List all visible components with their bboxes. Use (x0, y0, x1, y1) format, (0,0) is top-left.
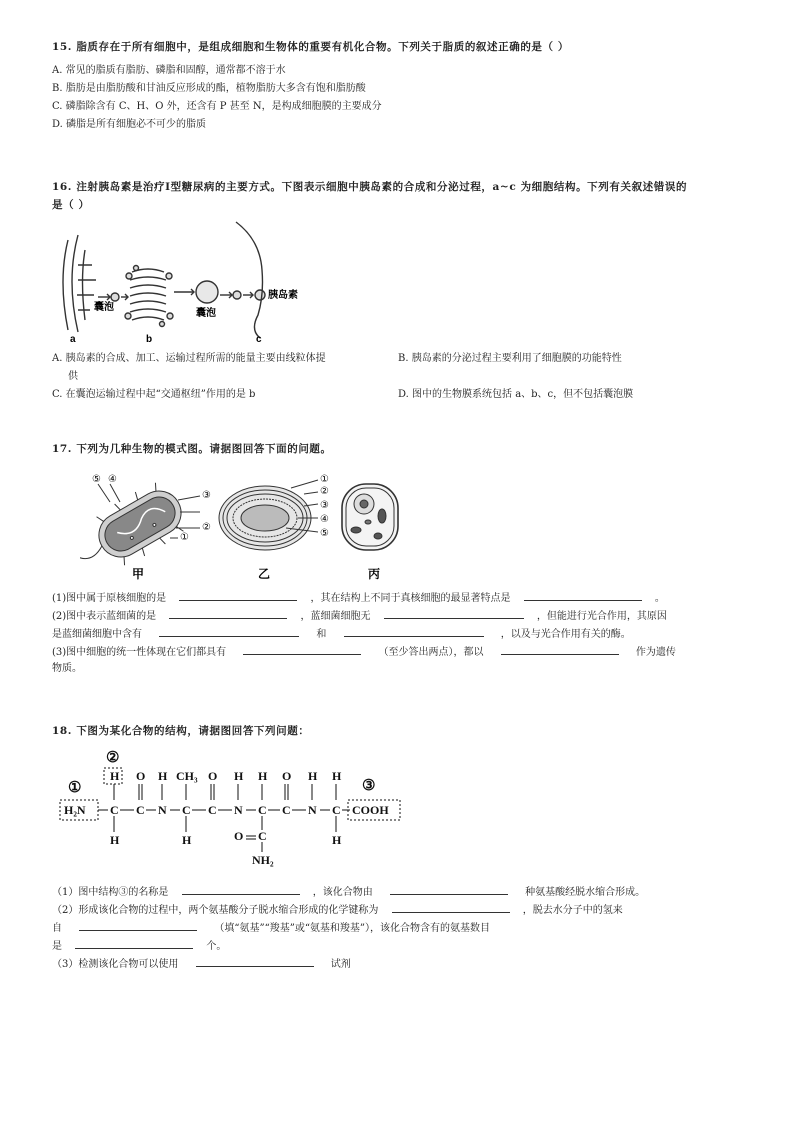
cell-models-diagram (80, 466, 420, 586)
name-yi: 乙 (258, 567, 271, 581)
struct-main-c5: C (258, 803, 267, 817)
q18-sub1 (52, 882, 752, 902)
q17-s1-text-c: 。 (654, 593, 665, 604)
struct-top-o1: O (136, 769, 146, 783)
struct-main-c6: C (282, 803, 291, 817)
struct-top-h5: H (308, 769, 318, 783)
q18-sub2-cont2 (52, 936, 752, 956)
q17-sub1 (52, 588, 752, 608)
label-vesicle-2: 囊泡 (196, 308, 216, 319)
q17-s2-text-a: (2)图中表示蓝细菌的是 (52, 611, 157, 622)
peptide-structure-diagram (56, 746, 416, 870)
question-15 (52, 38, 752, 134)
q16-option-b: B. 胰岛素的分泌过程主要利用了细胞膜的功能特性 (398, 353, 622, 364)
label-a: a (70, 334, 76, 345)
jia-num-1: ① (180, 532, 189, 543)
struct-bot-h4: H (332, 833, 342, 847)
q17-s1-text-a: (1)图中属于原核细胞的是 (52, 593, 167, 604)
struct-circle-3: ③ (362, 778, 376, 794)
q16-option-d: D. 图中的生物膜系统包括 a、b、c，但不包括囊泡膜 (398, 389, 634, 400)
struct-top-h2: H (158, 769, 168, 783)
struct-main-c3: C (182, 803, 191, 817)
q18-blank-1[interactable] (182, 882, 300, 895)
struct-bot-nh2: NH₂ (252, 853, 274, 867)
q15-option-b: B. 脂肪是由脂肪酸和甘油反应形成的酯，植物脂肪大多含有饱和脂肪酸 (52, 83, 366, 94)
q18-sub2-cont (52, 918, 752, 938)
struct-top-o3: O (282, 769, 292, 783)
q17-title: 17. 下列为几种生物的模式图。请据图回答下面的问题。 (52, 443, 332, 455)
q18-s2-text-a: （2）形成该化合物的过程中，两个氨基酸分子脱水缩合形成的化学键称为 (52, 905, 379, 916)
struct-main-c4: C (208, 803, 217, 817)
q17-blank-1[interactable] (179, 588, 297, 601)
q17-blank-5[interactable] (159, 624, 299, 637)
q17-s3-text-c: 作为遗传 (635, 647, 676, 658)
jia-num-5: ⑤ (92, 474, 101, 485)
q17-s2-text-e: 和 (316, 629, 327, 640)
jia-num-3: ③ (202, 490, 211, 501)
struct-main-c7: C (332, 803, 341, 817)
q17-s2-text-b: ，蓝细菌细胞无 (300, 611, 371, 622)
q17-blank-4[interactable] (384, 606, 524, 619)
question-16 (52, 178, 752, 214)
yi-num-4: ④ (320, 514, 329, 525)
struct-top-h6: H (332, 769, 342, 783)
q17-s3-text-b: （至少答出两点），都以 (378, 647, 484, 658)
q17-blank-7[interactable] (243, 642, 361, 655)
q18-s3-text-b: 试剂 (330, 959, 351, 970)
question-18 (52, 722, 752, 740)
q18-sub2 (52, 900, 752, 920)
q18-s2-text-c: 自 (52, 923, 62, 934)
q18-blank-3[interactable] (392, 900, 510, 913)
q17-s3-text-a: (3)图中细胞的统一性体现在它们都具有 (52, 647, 227, 658)
struct-top-h3: H (234, 769, 244, 783)
struct-top-h4: H (258, 769, 268, 783)
struct-bot-h1: H (110, 833, 120, 847)
q16-option-a-line2: 供 (68, 371, 78, 382)
name-jia: 甲 (132, 567, 145, 581)
q17-s2-text-d: 是蓝细菌细胞中含有 (52, 629, 142, 640)
name-bing: 丙 (368, 567, 381, 581)
q18-s3-text-a: （3）检测该化合物可以使用 (52, 959, 179, 970)
q18-s2-text-b: ，脱去水分子中的氢来 (522, 905, 623, 916)
q18-s1-text-c: 种氨基酸经脱水缩合形成。 (525, 887, 646, 898)
struct-bot-c: C (258, 829, 267, 843)
q18-blank-5[interactable] (75, 936, 193, 949)
q17-s3-text-d: 物质。 (52, 663, 82, 674)
struct-main-n2: N (234, 803, 243, 817)
q17-blank-6[interactable] (344, 624, 484, 637)
yi-num-3: ③ (320, 500, 329, 511)
q18-s2-text-f: 个。 (206, 941, 227, 952)
q17-blank-3[interactable] (169, 606, 287, 619)
struct-top-o2: O (208, 769, 218, 783)
q18-sub3 (52, 954, 752, 974)
q17-sub3 (52, 642, 752, 662)
q18-s1-text-a: （1）图中结构③的名称是 (52, 887, 169, 898)
q17-sub2 (52, 606, 752, 626)
struct-main-c2: C (136, 803, 145, 817)
struct-bot-h2: H (182, 833, 192, 847)
q18-s2-text-d: （填“氨基”“羧基”或“氨基和羧基”），该化合物含有的氨基数目 (214, 923, 491, 934)
q18-blank-4[interactable] (79, 918, 197, 931)
q18-blank-6[interactable] (196, 954, 314, 967)
q17-s1-text-b: ，其在结构上不同于真核细胞的最显著特点是 (310, 593, 511, 604)
q17-blank-8[interactable] (501, 642, 619, 655)
struct-main-c1: C (110, 803, 119, 817)
q17-s2-text-f: ，以及与光合作用有关的酶。 (500, 629, 631, 640)
q17-blank-2[interactable] (524, 588, 642, 601)
q15-option-a: A. 常见的脂质有脂肪、磷脂和固醇，通常都不溶于水 (52, 65, 286, 76)
q17-sub2-cont (52, 624, 752, 644)
q18-s1-text-b: ，该化合物由 (312, 887, 373, 898)
q16-title-line1: 16. 注射胰岛素是治疗Ⅰ型糖尿病的主要方式。下图表示细胞中胰岛素的合成和分泌过程，a~c 为细胞结构。下列有关叙述错误的 (52, 181, 688, 193)
struct-main-n3: N (308, 803, 317, 817)
struct-bot-o: O (234, 829, 244, 843)
jia-num-4: ④ (108, 474, 117, 485)
label-vesicle-1: 囊泡 (94, 302, 114, 313)
q16-option-c: C. 在囊泡运输过程中起“交通枢纽”作用的是 b (52, 389, 256, 400)
struct-main-cooh: COOH (352, 803, 389, 817)
q17-s2-text-c: ，但能进行光合作用，其原因 (536, 611, 667, 622)
q15-title: 15. 脂质存在于所有细胞中，是组成细胞和生物体的重要有机化合物。下列关于脂质的叙述正确的是（ ） (52, 41, 569, 53)
yi-num-2: ② (320, 486, 329, 497)
q18-s2-text-e: 是 (52, 941, 62, 952)
q16-option-a (52, 350, 392, 386)
q18-blank-2[interactable] (390, 882, 508, 895)
q15-option-d: D. 磷脂是所有细胞必不可少的脂质 (52, 119, 207, 130)
insulin-secretion-diagram (50, 220, 350, 345)
struct-top-ch3: CH₃ (176, 769, 198, 783)
label-b: b (146, 334, 153, 345)
q16-title-line2: 是（ ） (52, 199, 90, 211)
question-17 (52, 440, 752, 458)
struct-main-n1: N (158, 803, 167, 817)
struct-circle-2: ② (106, 750, 120, 766)
struct-top-h1: H (110, 769, 120, 783)
q18-title: 18. 下图为某化合物的结构，请据图回答下列问题： (52, 725, 310, 737)
yi-num-5: ⑤ (320, 528, 329, 539)
jia-num-2: ② (202, 522, 211, 533)
label-c: c (256, 334, 262, 345)
struct-main-h2n: H₂N (64, 803, 86, 817)
label-insulin: 胰岛素 (268, 290, 298, 301)
q16-option-a-line1: A. 胰岛素的合成、加工、运输过程所需的能量主要由线粒体提 (52, 353, 326, 364)
yi-num-1: ① (320, 474, 329, 485)
q15-option-c: C. 磷脂除含有 C、H、O 外，还含有 P 甚至 N，是构成细胞膜的主要成分 (52, 101, 382, 112)
struct-circle-1: ① (68, 780, 82, 796)
